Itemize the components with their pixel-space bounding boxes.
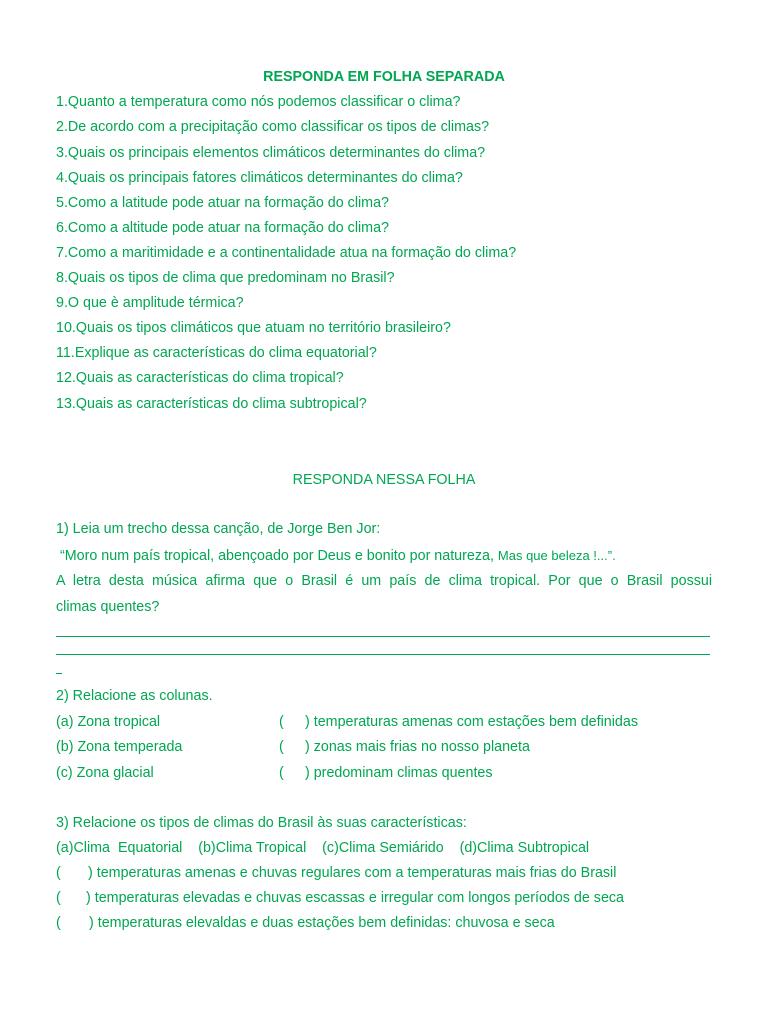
q2-row-1-paren: (: [279, 714, 284, 730]
question-12: 12.Quais as características do clima tropical?: [56, 370, 344, 386]
q3-item-1-paren: (: [56, 865, 61, 881]
answer-line-2[interactable]: [56, 654, 710, 655]
q3-item-1-text: ) temperaturas amenas e chuvas regulares com a temperaturas mais frias do Brasil: [88, 865, 617, 881]
q3-title: 3) Relacione os tipos de climas do Brasil às suas características:: [56, 815, 467, 831]
question-7: 7.Como a maritimidade e a continentalidade atua na formação do clima?: [56, 245, 517, 261]
q2-row-3-blank[interactable]: [279, 763, 493, 783]
q3-item-2[interactable]: [56, 888, 712, 908]
q3-options: (a)Clima Equatorial (b)Clima Tropical (c)Clima Semiárido (d)Clima Subtropical: [56, 840, 590, 856]
q1-quote-main: “Moro num país tropical, abençoado por Deus e bonito por natureza,: [59, 548, 494, 564]
question-5: 5.Como a latitude pode atuar na formação do clima?: [56, 195, 389, 211]
q2-row-3-right: ) predominam climas quentes: [305, 765, 493, 781]
question-10: 10.Quais os tipos climáticos que atuam no território brasileiro?: [56, 320, 451, 336]
q1-quote-tail: Mas que beleza !...”.: [497, 548, 616, 563]
q2-row-2-blank[interactable]: [279, 737, 530, 757]
q1-question-line2: climas quentes?: [56, 599, 160, 615]
q3-item-1[interactable]: [56, 863, 712, 883]
q2-title: 2) Relacione as colunas.: [56, 688, 213, 704]
section1-title: RESPONDA EM FOLHA SEPARADA: [263, 69, 505, 85]
question-1: 1.Quanto a temperatura como nós podemos classificar o clima?: [56, 94, 461, 110]
q2-row-2-paren: (: [279, 739, 284, 755]
q2-row-2-right: ) zonas mais frias no nosso planeta: [305, 739, 530, 755]
q3-item-2-text: ) temperaturas elevadas e chuvas escassas e irregular com longos períodos de seca: [86, 890, 625, 906]
question-13: 13.Quais as características do clima subtropical?: [56, 396, 367, 412]
q1-intro: 1) Leia um trecho dessa canção, de Jorge Ben Jor:: [56, 521, 381, 537]
q3-item-3[interactable]: [56, 913, 712, 933]
q2-row-1-left: (a) Zona tropical: [56, 714, 161, 730]
question-3: 3.Quais os principais elementos climáticos determinantes do clima?: [56, 145, 486, 161]
q2-row-3-left: (c) Zona glacial: [56, 765, 154, 781]
section2-title: RESPONDA NESSA FOLHA: [292, 472, 476, 488]
q3-item-3-text: ) temperaturas elevaldas e duas estações bem definidas: chuvosa e seca: [89, 915, 555, 931]
q3-item-2-paren: (: [56, 890, 61, 906]
answer-line-1[interactable]: [56, 636, 710, 637]
question-8: 8.Quais os tipos de clima que predominam no Brasil?: [56, 270, 395, 286]
q2-row-1-blank[interactable]: [279, 712, 638, 732]
q2-row-2-left: (b) Zona temperada: [56, 739, 183, 755]
question-2: 2.De acordo com a precipitação como classificar os tipos de climas?: [56, 119, 490, 135]
answer-line-3[interactable]: [56, 673, 62, 674]
q3-item-3-paren: (: [56, 915, 61, 931]
q1-question-line1: A letra desta música afirma que o Brasil é um país de clima tropical. Por que o Brasil possui: [56, 573, 712, 589]
question-4: 4.Quais os principais fatores climáticos determinantes do clima?: [56, 170, 463, 186]
question-11: 11.Explique as características do clima equatorial?: [56, 345, 377, 361]
question-9: 9.O que è amplitude térmica?: [56, 295, 244, 311]
q2-row-1-right: ) temperaturas amenas com estações bem definidas: [305, 714, 638, 730]
q2-row-3-paren: (: [279, 765, 284, 781]
question-6: 6.Como a altitude pode atuar na formação do clima?: [56, 220, 389, 236]
q1-quote: [56, 546, 712, 566]
